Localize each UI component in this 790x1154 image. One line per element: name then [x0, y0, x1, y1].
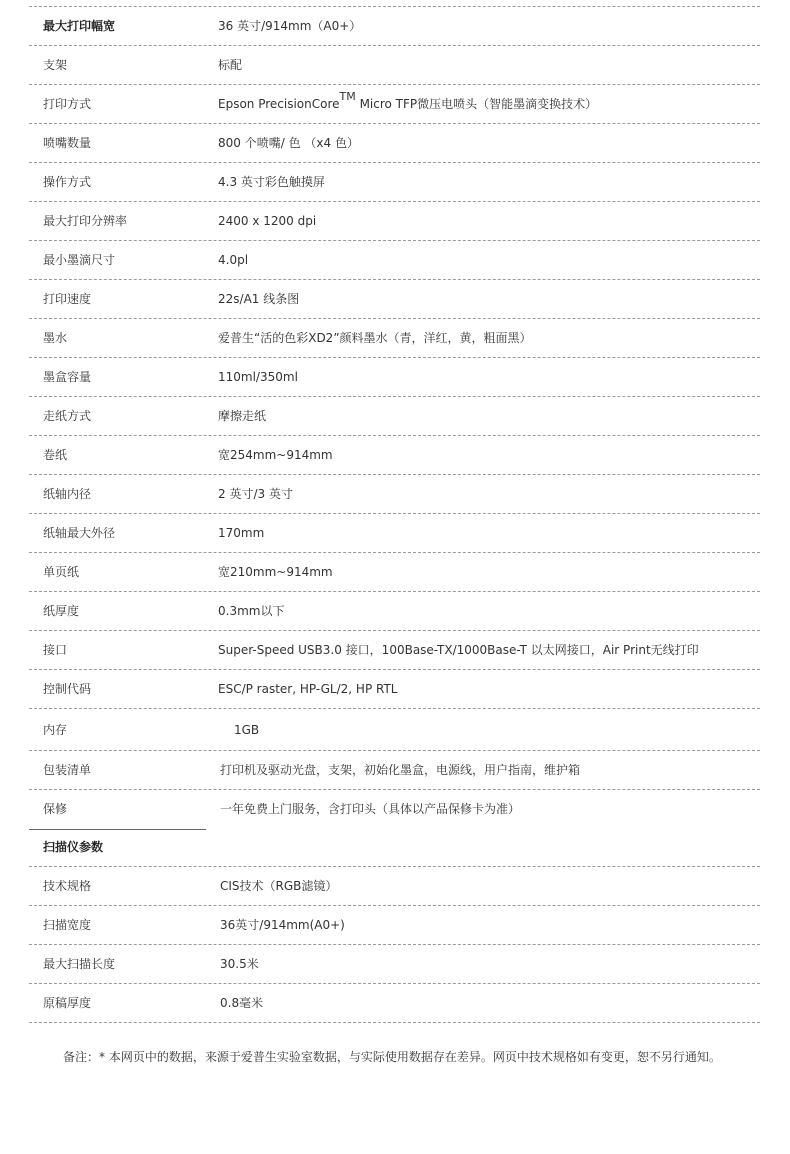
spec-value: 0.8毫米: [220, 996, 264, 1010]
spec-row-scan-width: [29, 906, 760, 945]
spec-label: 操作方式: [43, 175, 92, 189]
spec-row-stand: [29, 46, 760, 85]
spec-label: 包装清单: [43, 763, 92, 777]
spec-row-original-thickness: [29, 984, 760, 1023]
spec-value: 1GB: [234, 722, 260, 737]
spec-row-control-code: [29, 670, 760, 709]
spec-value: 宽254mm~914mm: [218, 448, 333, 462]
spec-row-memory: [29, 709, 760, 751]
spec-label: 接口: [43, 643, 68, 657]
spec-label: 卷纸: [43, 448, 68, 462]
scanner-section-header: [29, 828, 760, 867]
footnote: 备注：* 本网页中的数据，来源于爱普生实验室数据，与实际使用数据存在差异。网页中技术规格如有变更，恕不另行通知。: [63, 1050, 721, 1064]
spec-label: 喷嘴数量: [43, 136, 92, 150]
spec-value: 36 英寸/914mm（A0+）: [218, 19, 362, 33]
spec-row-print-method: [29, 85, 760, 124]
spec-row-interface: [29, 631, 760, 670]
spec-row-cut-sheet: [29, 553, 760, 592]
spec-label: 打印方式: [43, 97, 92, 111]
spec-row-scan-technology: [29, 867, 760, 906]
spec-row-max-scan-length: [29, 945, 760, 984]
spec-label: 纸轴最大外径: [43, 526, 116, 540]
spec-label: 技术规格: [43, 879, 92, 893]
spec-label: 原稿厚度: [43, 996, 92, 1010]
spec-label: 最小墨滴尺寸: [43, 253, 116, 267]
spec-value: 4.3 英寸彩色触摸屏: [218, 175, 325, 189]
top-divider: [29, 0, 760, 7]
spec-label: 最大打印分辨率: [43, 214, 128, 228]
spec-value: 110ml/350ml: [218, 370, 298, 384]
print-method-prefix: Epson PrecisionCore: [218, 97, 340, 111]
spec-row-min-droplet: [29, 241, 760, 280]
spec-value: 36英寸/914mm(A0+): [220, 918, 345, 932]
spec-label: 纸厚度: [43, 604, 80, 618]
spec-value: Super-Speed USB3.0 接口，100Base-TX/1000Base-T 以太网接口，Air Print无线打印: [218, 643, 699, 657]
spec-row-package: [29, 751, 760, 790]
spec-value: 打印机及驱动光盘，支架，初始化墨盒，电源线，用户指南，维护箱: [220, 763, 581, 777]
spec-value: 0.3mm以下: [218, 604, 285, 618]
spec-value: 170mm: [218, 526, 265, 540]
spec-row-ink: [29, 319, 760, 358]
spec-value: CIS技术（RGB滤镜）: [220, 879, 338, 893]
spec-row-roll-outer-diameter: [29, 514, 760, 553]
section-title: 扫描仪参数: [43, 840, 104, 854]
spec-value: 标配: [218, 58, 243, 72]
spec-row-paper-feed: [29, 397, 760, 436]
spec-value: 4.0pl: [218, 253, 249, 267]
spec-label: 纸轴内径: [43, 487, 92, 501]
print-method-suffix: Micro TFP微压电喷头（智能墨滴变换技术）: [355, 97, 598, 111]
spec-value: 一年免费上门服务，含打印头（具体以产品保修卡为准）: [220, 802, 521, 816]
spec-value: 800 个喷嘴/ 色 （x4 色）: [218, 136, 359, 150]
spec-row-nozzles: [29, 124, 760, 163]
spec-row-roll-paper: [29, 436, 760, 475]
spec-value: 宽210mm~914mm: [218, 565, 333, 579]
trademark-mark: TM: [339, 90, 356, 103]
spec-row-ink-capacity: [29, 358, 760, 397]
spec-label: 内存: [43, 722, 68, 737]
spec-value: 22s/A1 线条图: [218, 292, 300, 306]
spec-value: ESC/P raster, HP-GL/2, HP RTL: [218, 682, 398, 696]
spec-value: 2 英寸/3 英寸: [218, 487, 293, 501]
spec-value: [218, 90, 760, 112]
spec-label: 支架: [43, 58, 68, 72]
spec-row-core-diameter: [29, 475, 760, 514]
spec-row-print-speed: [29, 280, 760, 319]
spec-row-warranty: [29, 790, 760, 828]
spec-label: 打印速度: [43, 292, 92, 306]
spec-label: 扫描宽度: [43, 918, 92, 932]
spec-label: 墨水: [43, 331, 68, 345]
spec-value: 摩擦走纸: [218, 409, 267, 423]
spec-value: 30.5米: [220, 957, 259, 971]
spec-value: 2400 x 1200 dpi: [218, 214, 317, 228]
section-divider: [29, 829, 206, 830]
spec-label: 墨盒容量: [43, 370, 92, 384]
spec-label: 单页纸: [43, 565, 80, 579]
spec-row-operation: [29, 163, 760, 202]
spec-row-max-print-width: [29, 7, 760, 46]
spec-value: 爱普生“活的色彩XD2”颜料墨水（青，洋红，黄，粗面黑）: [218, 331, 532, 345]
spec-row-resolution: [29, 202, 760, 241]
spec-label: 控制代码: [43, 682, 92, 696]
spec-table: [29, 0, 760, 1023]
spec-label: 保修: [43, 802, 68, 816]
spec-label: 最大扫描长度: [43, 957, 116, 971]
spec-label: 最大打印幅宽: [43, 19, 116, 33]
spec-row-paper-thickness: [29, 592, 760, 631]
spec-label: 走纸方式: [43, 409, 92, 423]
